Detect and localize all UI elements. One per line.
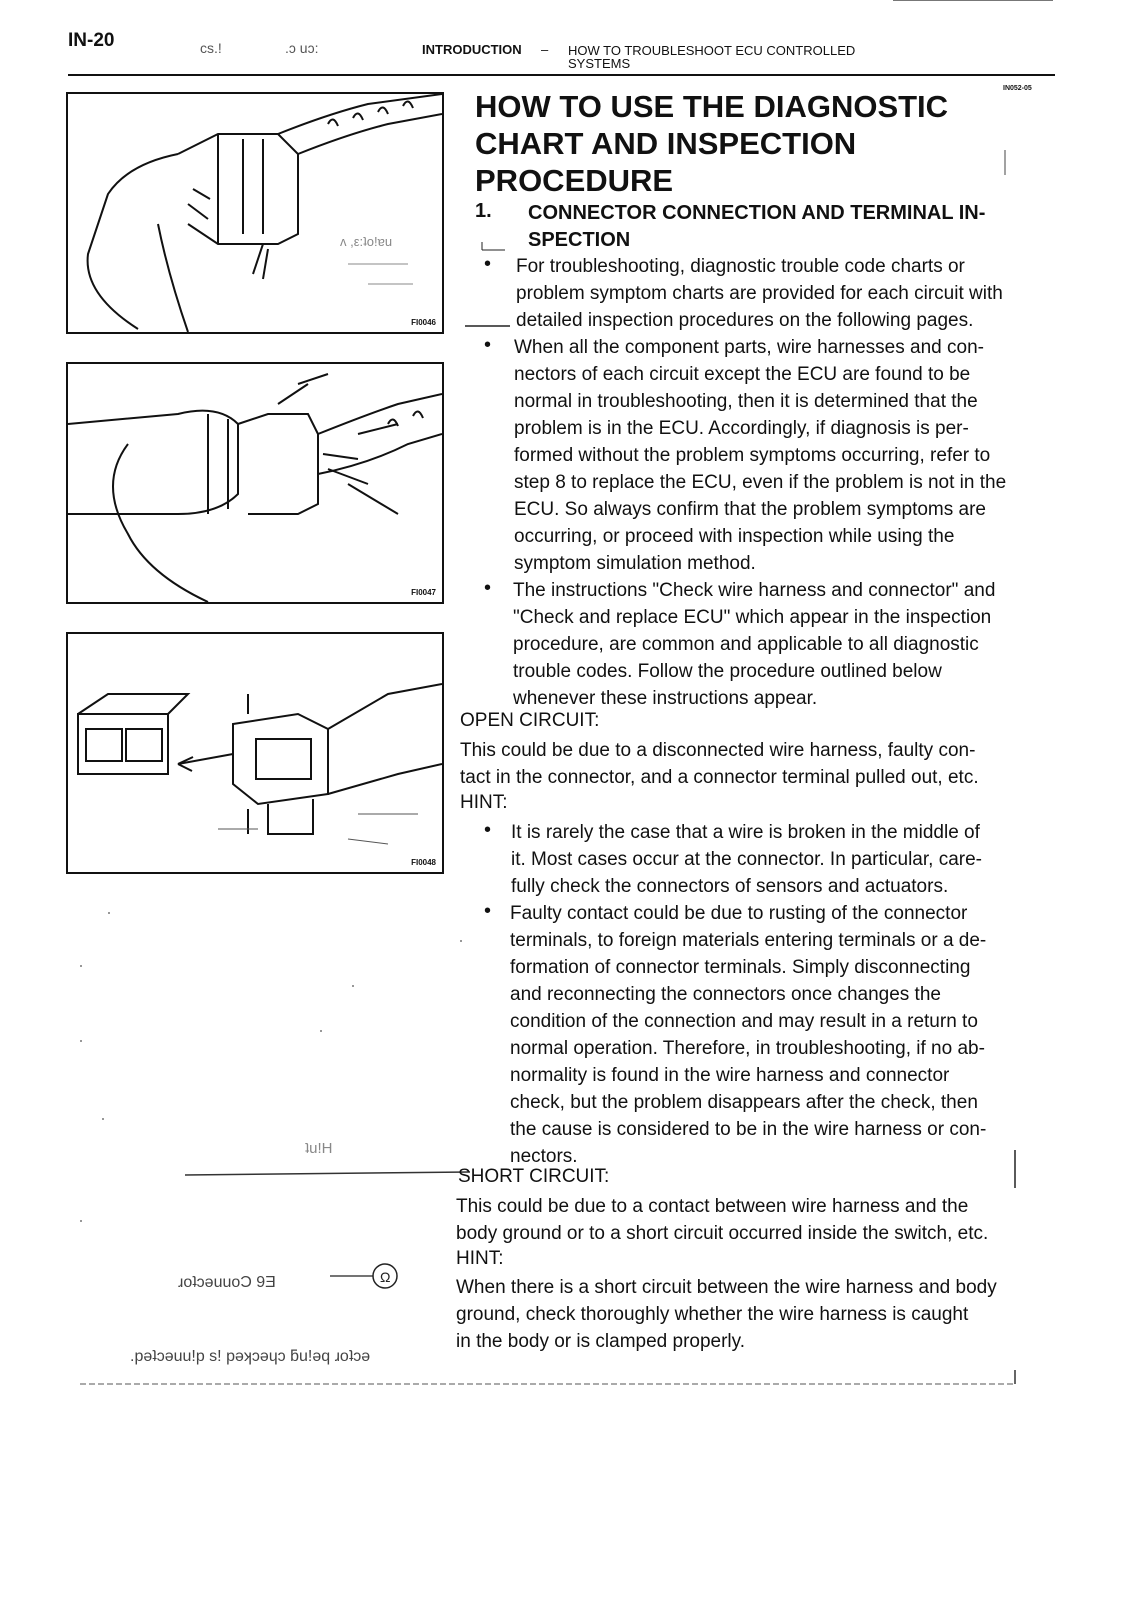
section-title-line: CONNECTOR CONNECTION AND TERMINAL IN- <box>528 202 986 224</box>
text-line: it. Most cases occur at the connector. In particular, care- <box>511 849 982 870</box>
text-line: nectors. <box>510 1146 578 1167</box>
speck <box>320 1030 322 1032</box>
subsection-header-cont: SYSTEMS <box>568 56 631 71</box>
speck <box>460 940 462 942</box>
figure-connector-inspection-2 <box>66 362 444 604</box>
header-dash: – <box>541 42 549 57</box>
text-line: and reconnecting the connectors once changes the <box>510 984 941 1005</box>
figure-label: FI0048 <box>411 858 436 867</box>
text-line: step 8 to replace the ECU, even if the problem is not in the <box>514 472 1007 493</box>
bullet-paragraph <box>513 577 1024 712</box>
section-title <box>528 200 1048 254</box>
text-line: "Check and replace ECU" which appear in the inspection <box>513 607 992 628</box>
page-number: IN-20 <box>68 30 115 51</box>
short-hint-text <box>456 1274 1021 1355</box>
figure-connector-inspection-1 <box>66 92 444 334</box>
text-line: The instructions "Check wire harness and connector" and <box>513 580 996 601</box>
section-number: 1. <box>475 200 492 222</box>
text-line: problem is in the ECU. Accordingly, if diagnosis is per- <box>514 418 969 439</box>
text-line: normal operation. Therefore, in troubleshooting, if no ab- <box>510 1038 985 1059</box>
bleed-text: .ɔ uɔ: <box>285 40 319 56</box>
bullet-mark: • <box>484 819 492 841</box>
margin-mark <box>465 318 515 330</box>
text-line: procedure, are common and applicable to all diagnostic <box>513 634 979 655</box>
header-rule <box>68 74 1055 76</box>
bullet-mark: • <box>484 577 492 599</box>
text-line: When all the component parts, wire harnesses and con- <box>514 337 984 358</box>
figure-label: FI0046 <box>411 318 436 327</box>
title-line: CHART AND INSPECTION <box>475 126 857 161</box>
text-line: whenever these instructions appear. <box>513 688 818 709</box>
text-line: normality is found in the wire harness and connector <box>510 1065 950 1086</box>
text-line: tact in the connector, and a connector terminal pulled out, etc. <box>460 767 979 788</box>
text-line: This could be due to a contact between wire harness and the <box>456 1196 969 1217</box>
text-line: fully check the connectors of sensors and actuators. <box>511 876 949 897</box>
margin-mark <box>480 240 510 252</box>
text-line: ground, check thoroughly whether the wire harness is caught <box>456 1304 969 1325</box>
bleed-text: .pǝʇɔǝuu!p s! pǝʞɔǝɥɔ ƃu!ǝq ɹoʇɔǝ <box>130 1348 371 1365</box>
speck <box>80 1220 82 1222</box>
bleed-text: cs.! <box>200 40 222 56</box>
bullet-paragraph <box>514 334 1024 577</box>
bullet-mark: • <box>484 900 492 922</box>
doc-code: IN052-05 <box>1003 85 1032 92</box>
top-scan-line <box>893 0 1053 1</box>
text-line: body ground or to a short circuit occurred inside the switch, etc. <box>456 1223 989 1244</box>
bottom-rule <box>80 1370 1020 1390</box>
section-header: INTRODUCTION <box>422 42 522 57</box>
connector-illustration-1 <box>68 94 442 332</box>
figure-connector-terminal <box>66 632 444 874</box>
text-line: the cause is considered to be in the wire harness or con- <box>510 1119 987 1140</box>
ohmmeter-icon <box>330 1258 410 1298</box>
speck <box>108 912 110 914</box>
text-line: For troubleshooting, diagnostic trouble code charts or <box>516 256 965 277</box>
margin-mark <box>1010 1150 1020 1190</box>
short-circuit-text <box>456 1193 1021 1247</box>
speck <box>102 1118 104 1120</box>
hint-paragraph <box>510 900 1023 1170</box>
text-line: formed without the problem symptoms occurring, refer to <box>514 445 991 466</box>
hint-paragraph <box>511 819 1023 900</box>
bullet-mark: • <box>484 334 492 356</box>
bullet-paragraph <box>516 253 1024 334</box>
text-line: ECU. So always confirm that the problem symptoms are <box>514 499 987 520</box>
text-line: symptom simulation method. <box>514 553 756 574</box>
text-line: formation of connector terminals. Simply disconnecting <box>510 957 971 978</box>
subsection-header: HOW TO TROUBLESHOOT ECU CONTROLLED <box>568 43 856 58</box>
figure-label: FI0047 <box>411 588 436 597</box>
hint-label: HINT: <box>456 1248 504 1269</box>
svg-text:Ω: Ω <box>380 1269 391 1285</box>
text-line: trouble codes. Follow the procedure outlined below <box>513 661 942 682</box>
text-line: Faulty contact could be due to rusting of the connector <box>510 903 968 924</box>
title-line: PROCEDURE <box>475 163 674 198</box>
open-circuit-text <box>460 737 1023 791</box>
bleed-text: ʇu!H <box>305 1140 333 1157</box>
text-line: occurring, or proceed with inspection while using the <box>514 526 955 547</box>
bullet-mark: • <box>484 253 492 275</box>
connector-illustration-2 <box>68 364 442 602</box>
hint-label: HINT: <box>460 792 508 813</box>
page-title <box>475 88 975 199</box>
short-circuit-heading: SHORT CIRCUIT: <box>458 1166 610 1187</box>
speck <box>352 985 354 987</box>
text-line: terminals, to foreign materials entering terminals or a de- <box>510 930 987 951</box>
connector-terminal-illustration <box>68 634 442 872</box>
bleed-line <box>185 1150 470 1180</box>
bleed-text: ʌ ,ε:ʇo!ɐu <box>340 234 393 249</box>
bleed-text: ɹoʇɔǝuuoƆ 9Ǝ <box>178 1274 276 1291</box>
text-line: nectors of each circuit except the ECU are found to be <box>514 364 971 385</box>
speck <box>80 1040 82 1042</box>
text-line: detailed inspection procedures on the following pages. <box>516 310 974 331</box>
title-line: HOW TO USE THE DIAGNOSTIC <box>475 89 949 124</box>
text-line: problem symptom charts are provided for each circuit with <box>516 283 1003 304</box>
speck <box>80 965 82 967</box>
text-line: in the body or is clamped properly. <box>456 1331 746 1352</box>
text-line: This could be due to a disconnected wire harness, faulty con- <box>460 740 976 761</box>
text-line: check, but the problem disappears after the check, then <box>510 1092 978 1113</box>
text-line: When there is a short circuit between the wire harness and body <box>456 1277 997 1298</box>
margin-mark <box>1000 150 1010 180</box>
section-title-line: SPECTION <box>528 229 631 251</box>
text-line: normal in troubleshooting, then it is determined that the <box>514 391 978 412</box>
open-circuit-heading: OPEN CIRCUIT: <box>460 710 600 731</box>
text-line: condition of the connection and may result in a return to <box>510 1011 978 1032</box>
text-line: It is rarely the case that a wire is broken in the middle of <box>511 822 980 843</box>
